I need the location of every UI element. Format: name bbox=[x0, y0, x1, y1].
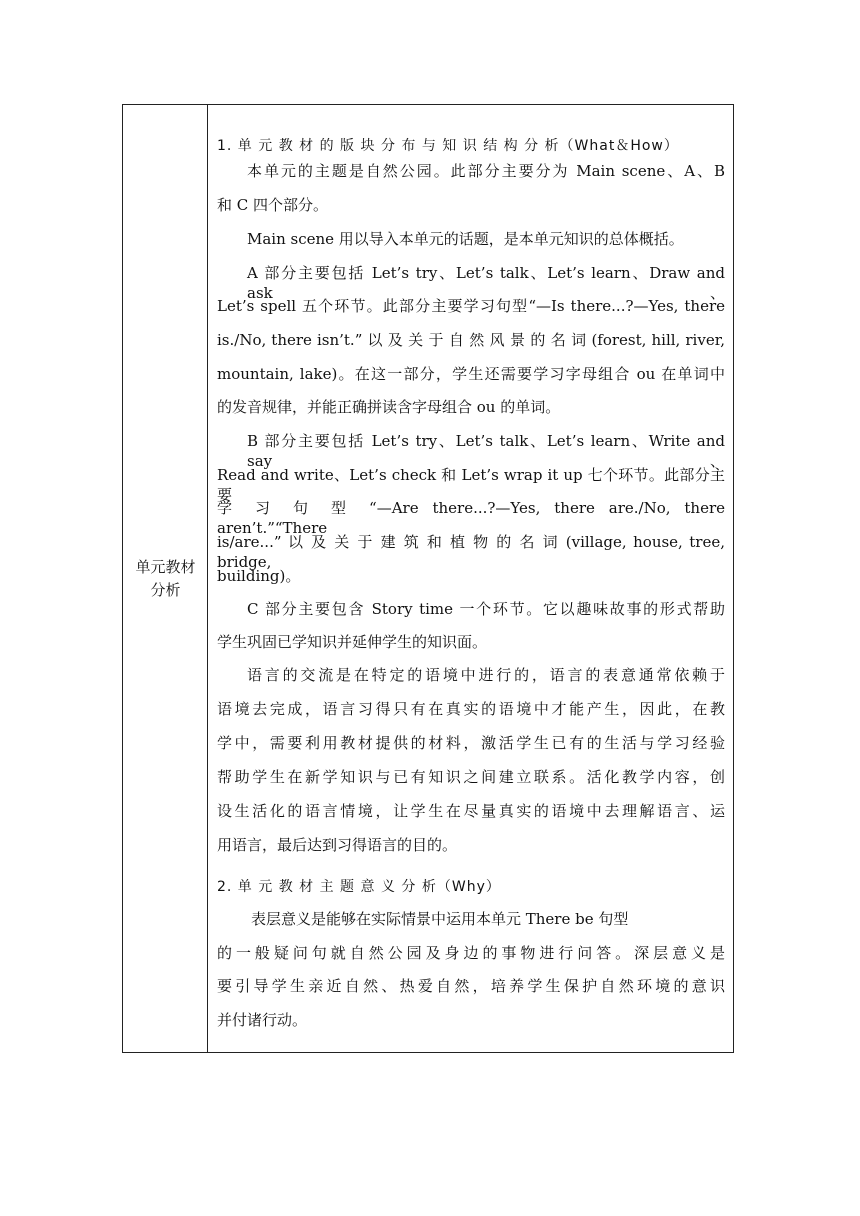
paragraph-line: 学 习 句 型 “—Are there...?—Yes, there are./No, there aren’t.”“There bbox=[217, 499, 725, 537]
paragraph-line: 语境去完成，语言习得只有在真实的语境中才能产生，因此，在教 bbox=[217, 700, 725, 718]
paragraph-line: C 部分主要包含 Story time 一个环节。它以趣味故事的形式帮助 bbox=[247, 600, 725, 618]
paragraph-line: Main scene 用以导入本单元的话题，是本单元知识的总体概括。 bbox=[247, 230, 684, 248]
paragraph-line: A 部分主要包括 Let’s try、Let’s talk、Let’s learn、Draw and ask、 bbox=[247, 264, 725, 302]
section-2-heading: 2. 单 元 教 材 主 题 意 义 分 析（Why） bbox=[217, 879, 501, 895]
paragraph-line: 帮助学生在新学知识与已有知识之间建立联系。活化教学内容，创 bbox=[217, 768, 725, 786]
paragraph-line: 要引导学生亲近自然、热爱自然，培养学生保护自然环境的意识 bbox=[217, 977, 725, 995]
paragraph-line: B 部分主要包括 Let’s try、Let’s talk、Let’s learn、Write and say、 bbox=[247, 432, 725, 470]
analysis-table bbox=[122, 104, 734, 1053]
row-label-line: 分析 bbox=[150, 581, 181, 599]
paragraph-line: is./No, there isn’t.” 以 及 关 于 自 然 风 景 的 名 词 (forest, hill, river, bbox=[217, 331, 725, 349]
paragraph-line: mountain, lake)。在这一部分，学生还需要学习字母组合 ou 在单词中 bbox=[217, 365, 725, 383]
paragraph-line: is/are...” 以 及 关 于 建 筑 和 植 物 的 名 词 (village, house, tree, bridge, bbox=[217, 533, 725, 571]
paragraph-line: 语言的交流是在特定的语境中进行的，语言的表意通常依赖于 bbox=[247, 666, 725, 684]
paragraph-line: 学中，需要利用教材提供的材料，激活学生已有的生活与学习经验 bbox=[217, 734, 725, 752]
section-1-heading: 1. 单 元 教 材 的 版 块 分 布 与 知 识 结 构 分 析（What＆How） bbox=[217, 138, 679, 154]
paragraph-line: Read and write、Let’s check 和 Let’s wrap it up 七个环节。此部分主要 bbox=[217, 466, 725, 504]
row-label bbox=[123, 556, 208, 602]
paragraph-line: 的一般疑问句就自然公园及身边的事物进行问答。深层意义是 bbox=[217, 944, 725, 962]
paragraph-line: 并付诸行动。 bbox=[217, 1011, 308, 1029]
row-label-line: 单元教材 bbox=[135, 558, 196, 576]
paragraph-line: 学生巩固已学知识并延伸学生的知识面。 bbox=[217, 633, 488, 651]
row-label-cell bbox=[123, 105, 208, 1052]
paragraph-line: 用语言，最后达到习得语言的目的。 bbox=[217, 836, 458, 854]
paragraph-line: 和 C 四个部分。 bbox=[217, 196, 329, 214]
paragraph-line: 本单元的主题是自然公园。此部分主要分为 Main scene、A、B bbox=[247, 162, 725, 180]
paragraph-line: Let’s spell 五个环节。此部分主要学习句型“—Is there...?—Yes, there bbox=[217, 297, 725, 315]
paragraph-line: 设生活化的语言情境，让学生在尽量真实的语境中去理解语言、运 bbox=[217, 802, 725, 820]
paragraph-line: building)。 bbox=[217, 567, 301, 585]
paragraph-line: 表层意义是能够在实际情景中运用本单元 There be 句型 bbox=[251, 910, 629, 928]
paragraph-line: 的发音规律，并能正确拼读含字母组合 ou 的单词。 bbox=[217, 398, 561, 416]
content-cell bbox=[209, 105, 735, 1052]
